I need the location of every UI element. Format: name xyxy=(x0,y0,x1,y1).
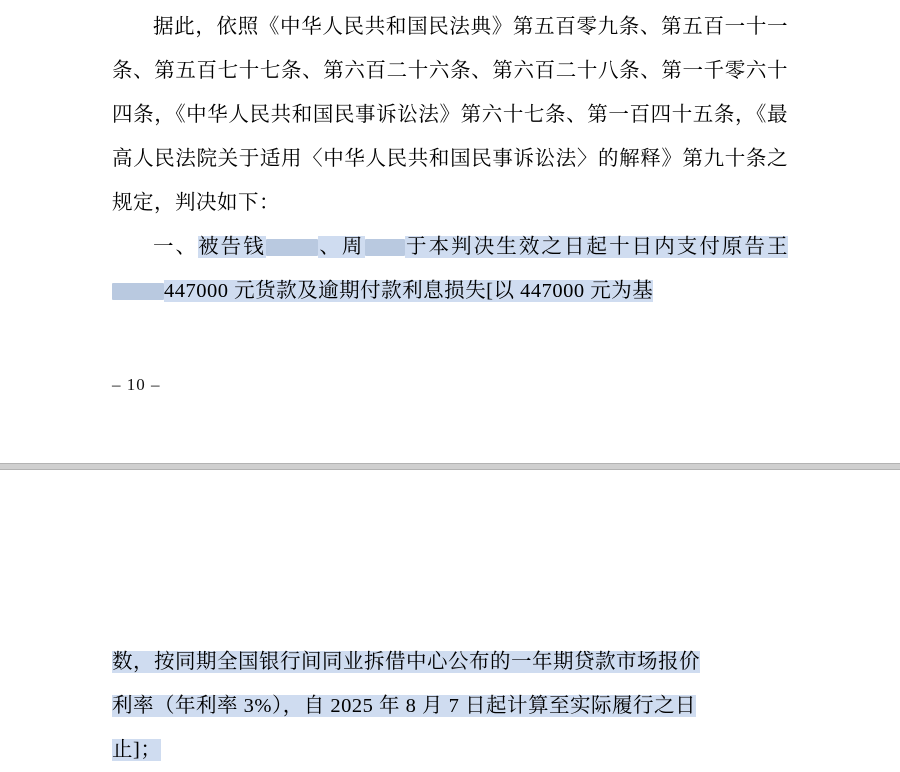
page-separator-top-line xyxy=(0,463,900,464)
ruling-item-text-part1: 被告钱 xyxy=(198,236,266,258)
ruling-item-number: 一、 xyxy=(153,236,199,258)
continuation-line-2-text: 利率（年利率 3%），自 2025 年 8 月 7 日起计算至实际履行之日 xyxy=(112,695,696,717)
page-number-footer: – 10 – xyxy=(112,375,161,394)
page-separator xyxy=(0,463,900,470)
continuation-line-3 xyxy=(112,728,788,772)
judgment-basis-paragraph: 据此，依照《中华人民共和国民法典》第五百零九条、第五百一十一条、第五百七十七条、第六百二十六条、第六百二十八条、第一千零六十四条，《中华人民共和国民事诉讼法》第六十七条、第一百四十五条，《最高人民法院关于适用〈中华人民共和国民事诉讼法〉的解释》第九十条之规定，判决如下： xyxy=(112,16,788,214)
ruling-item-text-part2: 、周 xyxy=(317,236,365,258)
continuation-line-3-text: 止]； xyxy=(112,739,162,761)
redacted-name-2 xyxy=(365,239,405,256)
continuation-line-1 xyxy=(112,640,788,684)
ruling-item-one xyxy=(112,225,788,313)
ruling-item-text-part3: 于本判决生效之日起十日内支付原告王 xyxy=(404,236,789,258)
page-two-content xyxy=(0,470,900,772)
continuation-line-2 xyxy=(112,684,788,728)
redacted-name-3 xyxy=(112,283,164,300)
page-two xyxy=(0,470,900,772)
continuation-line-1-text: 数，按同期全国银行间同业拆借中心公布的一年期贷款市场报价 xyxy=(112,651,700,673)
ruling-item-text-part4: 447000 元货款及逾期付款利息损失[以 447000 元为基 xyxy=(164,280,654,302)
redacted-name-1 xyxy=(266,239,318,256)
